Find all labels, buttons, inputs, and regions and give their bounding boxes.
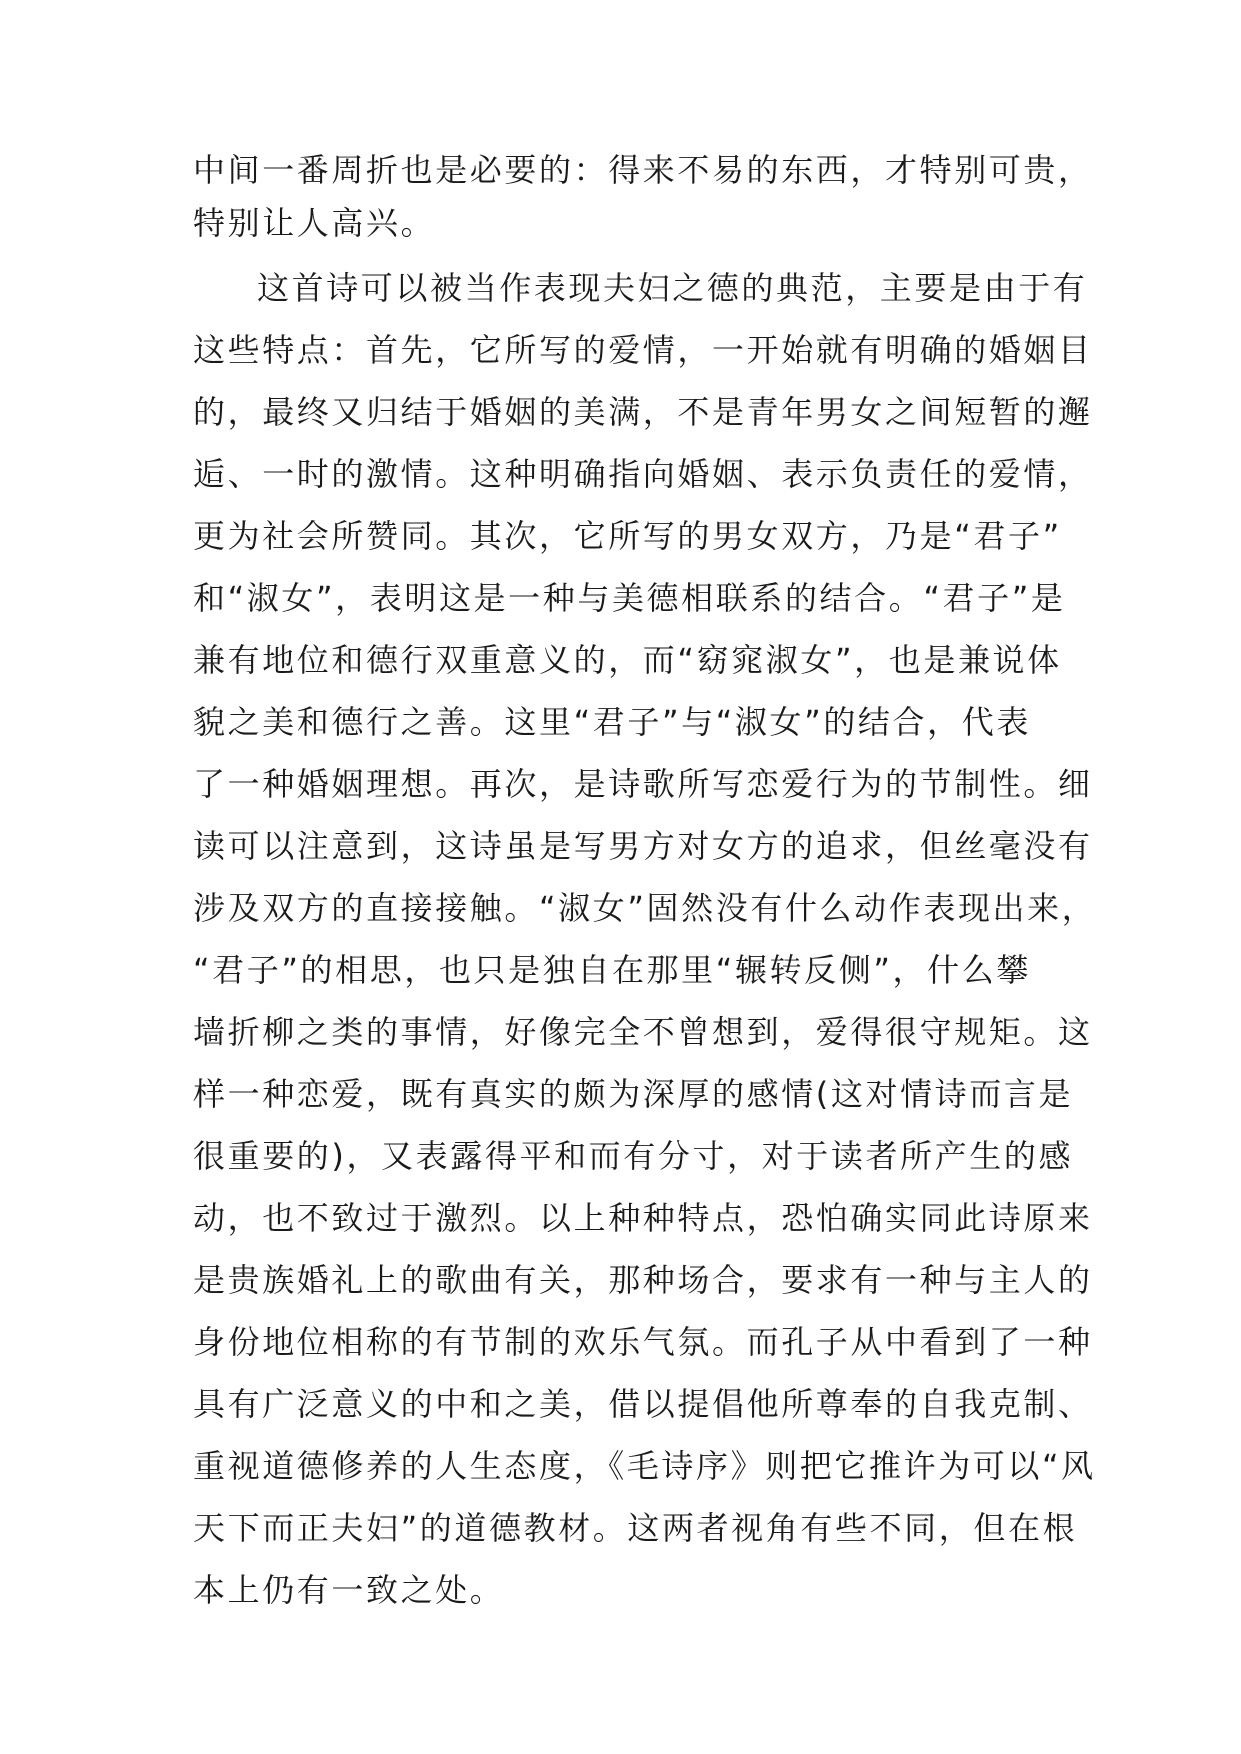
text-line: 本上仍有一致之处。	[193, 1571, 505, 1609]
text-line: 中间一番周折也是必要的：得来不易的东西，才特别可贵，	[193, 151, 1093, 189]
text-line: “君子”的相思，也只是独自在那里“辗转反侧”，什么攀	[193, 951, 1031, 989]
text-line: 了一种婚姻理想。再次，是诗歌所写恋爱行为的节制性。细	[193, 765, 1093, 803]
text-line: 动，也不致过于激烈。以上种种特点，恐怕确实同此诗原来	[193, 1199, 1093, 1237]
text-line: 兼有地位和德行双重意义的，而“窈窕淑女”，也是兼说体	[193, 641, 1062, 679]
text-line: 和“淑女”，表明这是一种与美德相联系的结合。“君子”是	[193, 579, 1066, 617]
text-line: 涉及双方的直接接触。“淑女”固然没有什么动作表现出来，	[193, 889, 1097, 927]
text-line: 特别让人高兴。	[193, 204, 436, 242]
text-line: 具有广泛意义的中和之美，借以提倡他所尊奉的自我克制、	[193, 1385, 1093, 1423]
text-line: 很重要的)，又表露得平和而有分寸，对于读者所产生的感	[193, 1137, 1074, 1175]
text-line: 重视道德修养的人生态度，《毛诗序》则把它推许为可以“风	[193, 1447, 1096, 1485]
text-line: 样一种恋爱，既有真实的颇为深厚的感情(这对情诗而言是	[193, 1075, 1074, 1113]
text-line: 是贵族婚礼上的歌曲有关，那种场合，要求有一种与主人的	[193, 1261, 1093, 1299]
text-line: 貌之美和德行之善。这里“君子”与“淑女”的结合，代表	[193, 703, 1031, 741]
text-line: 天下而正夫妇”的道德教材。这两者视角有些不同，但在根	[193, 1509, 1078, 1547]
text-line: 更为社会所赞同。其次，它所写的男女双方，乃是“君子”	[193, 517, 1062, 555]
text-line: 墙折柳之类的事情，好像完全不曾想到，爱得很守规矩。这	[193, 1013, 1093, 1051]
text-line: 的，最终又归结于婚姻的美满，不是青年男女之间短暂的邂	[193, 393, 1093, 431]
text-line: 读可以注意到，这诗虽是写男方对女方的追求，但丝毫没有	[193, 827, 1093, 865]
text-line: 逅、一时的激情。这种明确指向婚姻、表示负责任的爱情，	[193, 455, 1093, 493]
text-line: 这些特点：首先，它所写的爱情，一开始就有明确的婚姻目	[193, 331, 1093, 369]
paragraph-first-line: 这首诗可以被当作表现夫妇之德的典范，主要是由于有	[257, 269, 1088, 307]
text-line: 身份地位相称的有节制的欢乐气氛。而孔子从中看到了一种	[193, 1323, 1093, 1361]
